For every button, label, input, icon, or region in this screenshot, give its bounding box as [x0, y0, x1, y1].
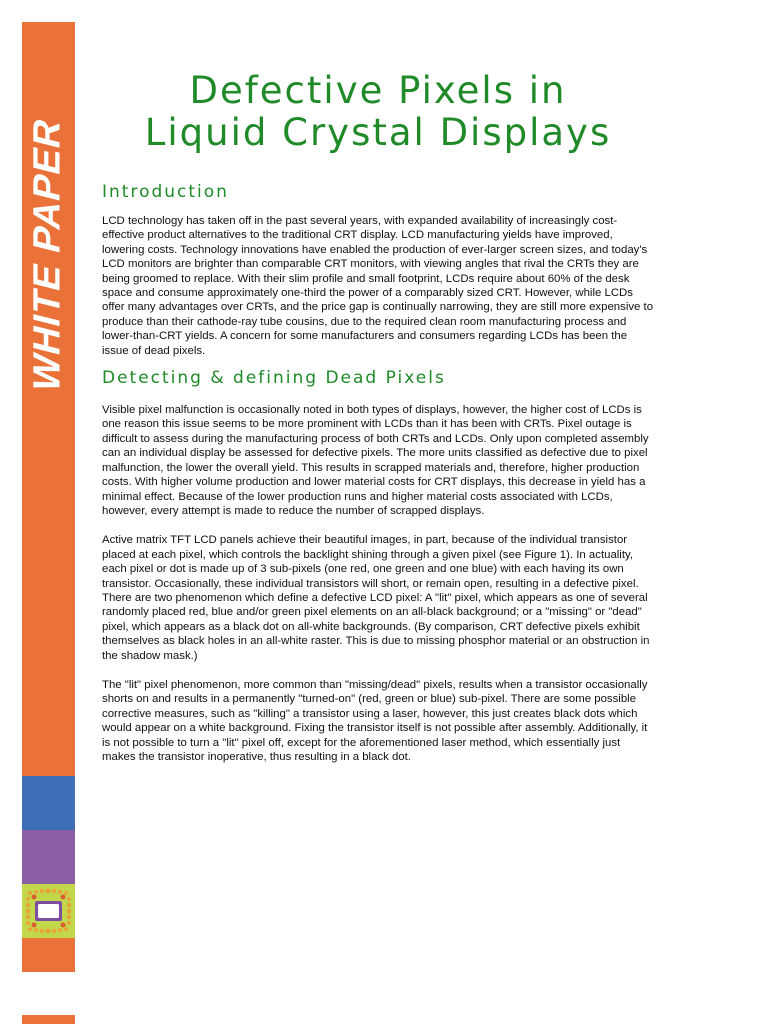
section-heading-dead-pixels: Detecting & defining Dead Pixels — [102, 368, 446, 389]
title-line-1: Defective Pixels in — [189, 69, 567, 112]
dead-pixels-paragraph-3: The "lit" pixel phenomenon, more common than "missing/dead" pixels, results when a transistor occasionally shorts on and results in a permanently "turned-on" (red, green or blue) sub-pixel. There are some possible corrective measures, such as "killing" a transistor using a laser, however, this just creates black dots which would appear on a white background. Fixing the transistor itself is not possible after assembly. Additionally, it is not possible to turn a "lit" pixel off, except for the aforementioned laser method, which essentially just makes the transistor inoperative, thus resulting in a black dot. — [102, 678, 648, 763]
section-heading-introduction: Introduction — [102, 182, 229, 202]
dead-pixels-paragraph-2: Active matrix TFT LCD panels achieve their beautiful images, in part, because of the individual transistor placed at each pixel, which controls the backlight shining through a given pixel (see Figure 1). In actuality, each pixel or dot is made up of 3 sub-pixels (one red, one green and one blue) with each having its own transistor. Occasionally, these individual transistors will short, or remain open, resulting in a defective pixel. There are two phenomenon which define a defective LCD pixel: A "lit" pixel, which appears as one of several randomly placed red, blue and/or green pixel elements on an all-black background; or a "missing" or "dead" pixel, which appears as a black dot on all-white backgrounds. (By comparison, CRT defective pixels exhibit themselves as black holes in an all-white raster. This is due to missing phosphor material or an obstruction in the shadow mask.) — [102, 534, 650, 662]
white-paper-label — [22, 110, 75, 400]
sidebar-strip — [22, 22, 75, 972]
purple-band — [22, 830, 75, 884]
title-line-2: Liquid Crystal Displays — [144, 111, 612, 154]
document-body — [102, 70, 654, 764]
monitor-icon — [24, 887, 73, 935]
blue-band — [22, 776, 75, 830]
sidebar-footer-strip — [22, 1015, 75, 1024]
intro-paragraph: LCD technology has taken off in the past several years, with expanded availability of increasingly cost-effective product alternatives to the traditional CRT display. LCD manufacturing yields have improved, lowering costs. Technology innovations have enabled the production of ever-larger screen sizes, and today's LCD monitors are brighter than comparable CRT monitors, with viewing angles that rival the CRTs they are being groomed to replace. With their slim profile and small footprint, LCDs require about 60% of the desk space and consume approximately one-third the power of a comparably sized CRT. However, while LCDs offer many advantages over CRTs, and the price gap is continually narrowing, they are still more expensive to produce than their cathode-ray tube cousins, due to the required clean room manufacturing process and lower-than-CRT yields. A concern for some manufacturers and consumers regarding LCDs has been the issue of dead pixels. — [102, 215, 654, 357]
white-paper-text: WHITE PAPER — [26, 113, 69, 397]
dead-pixels-paragraph-1: Visible pixel malfunction is occasionally noted in both types of displays, however, the higher cost of LCDs is one reason this issue seems to be more prominent with LCDs than it has been with CRTs. Pixel outage is difficult to assess during the manufacturing process of both CRTs and LCDs. Only upon completed assembly can an individual display be assessed for defective pixels. The more units classified as defective due to pixel malfunction, the lower the overall yield. This results in scrapped materials and, therefore, higher production costs. With higher volume production and lower material costs for CRT displays, this decrease in yield has a minimal effect. Because of the lower production runs and higher material costs associated with LCDs, however, every attempt is made to reduce the number of scrapped displays. — [102, 404, 649, 517]
document-title — [102, 70, 654, 154]
